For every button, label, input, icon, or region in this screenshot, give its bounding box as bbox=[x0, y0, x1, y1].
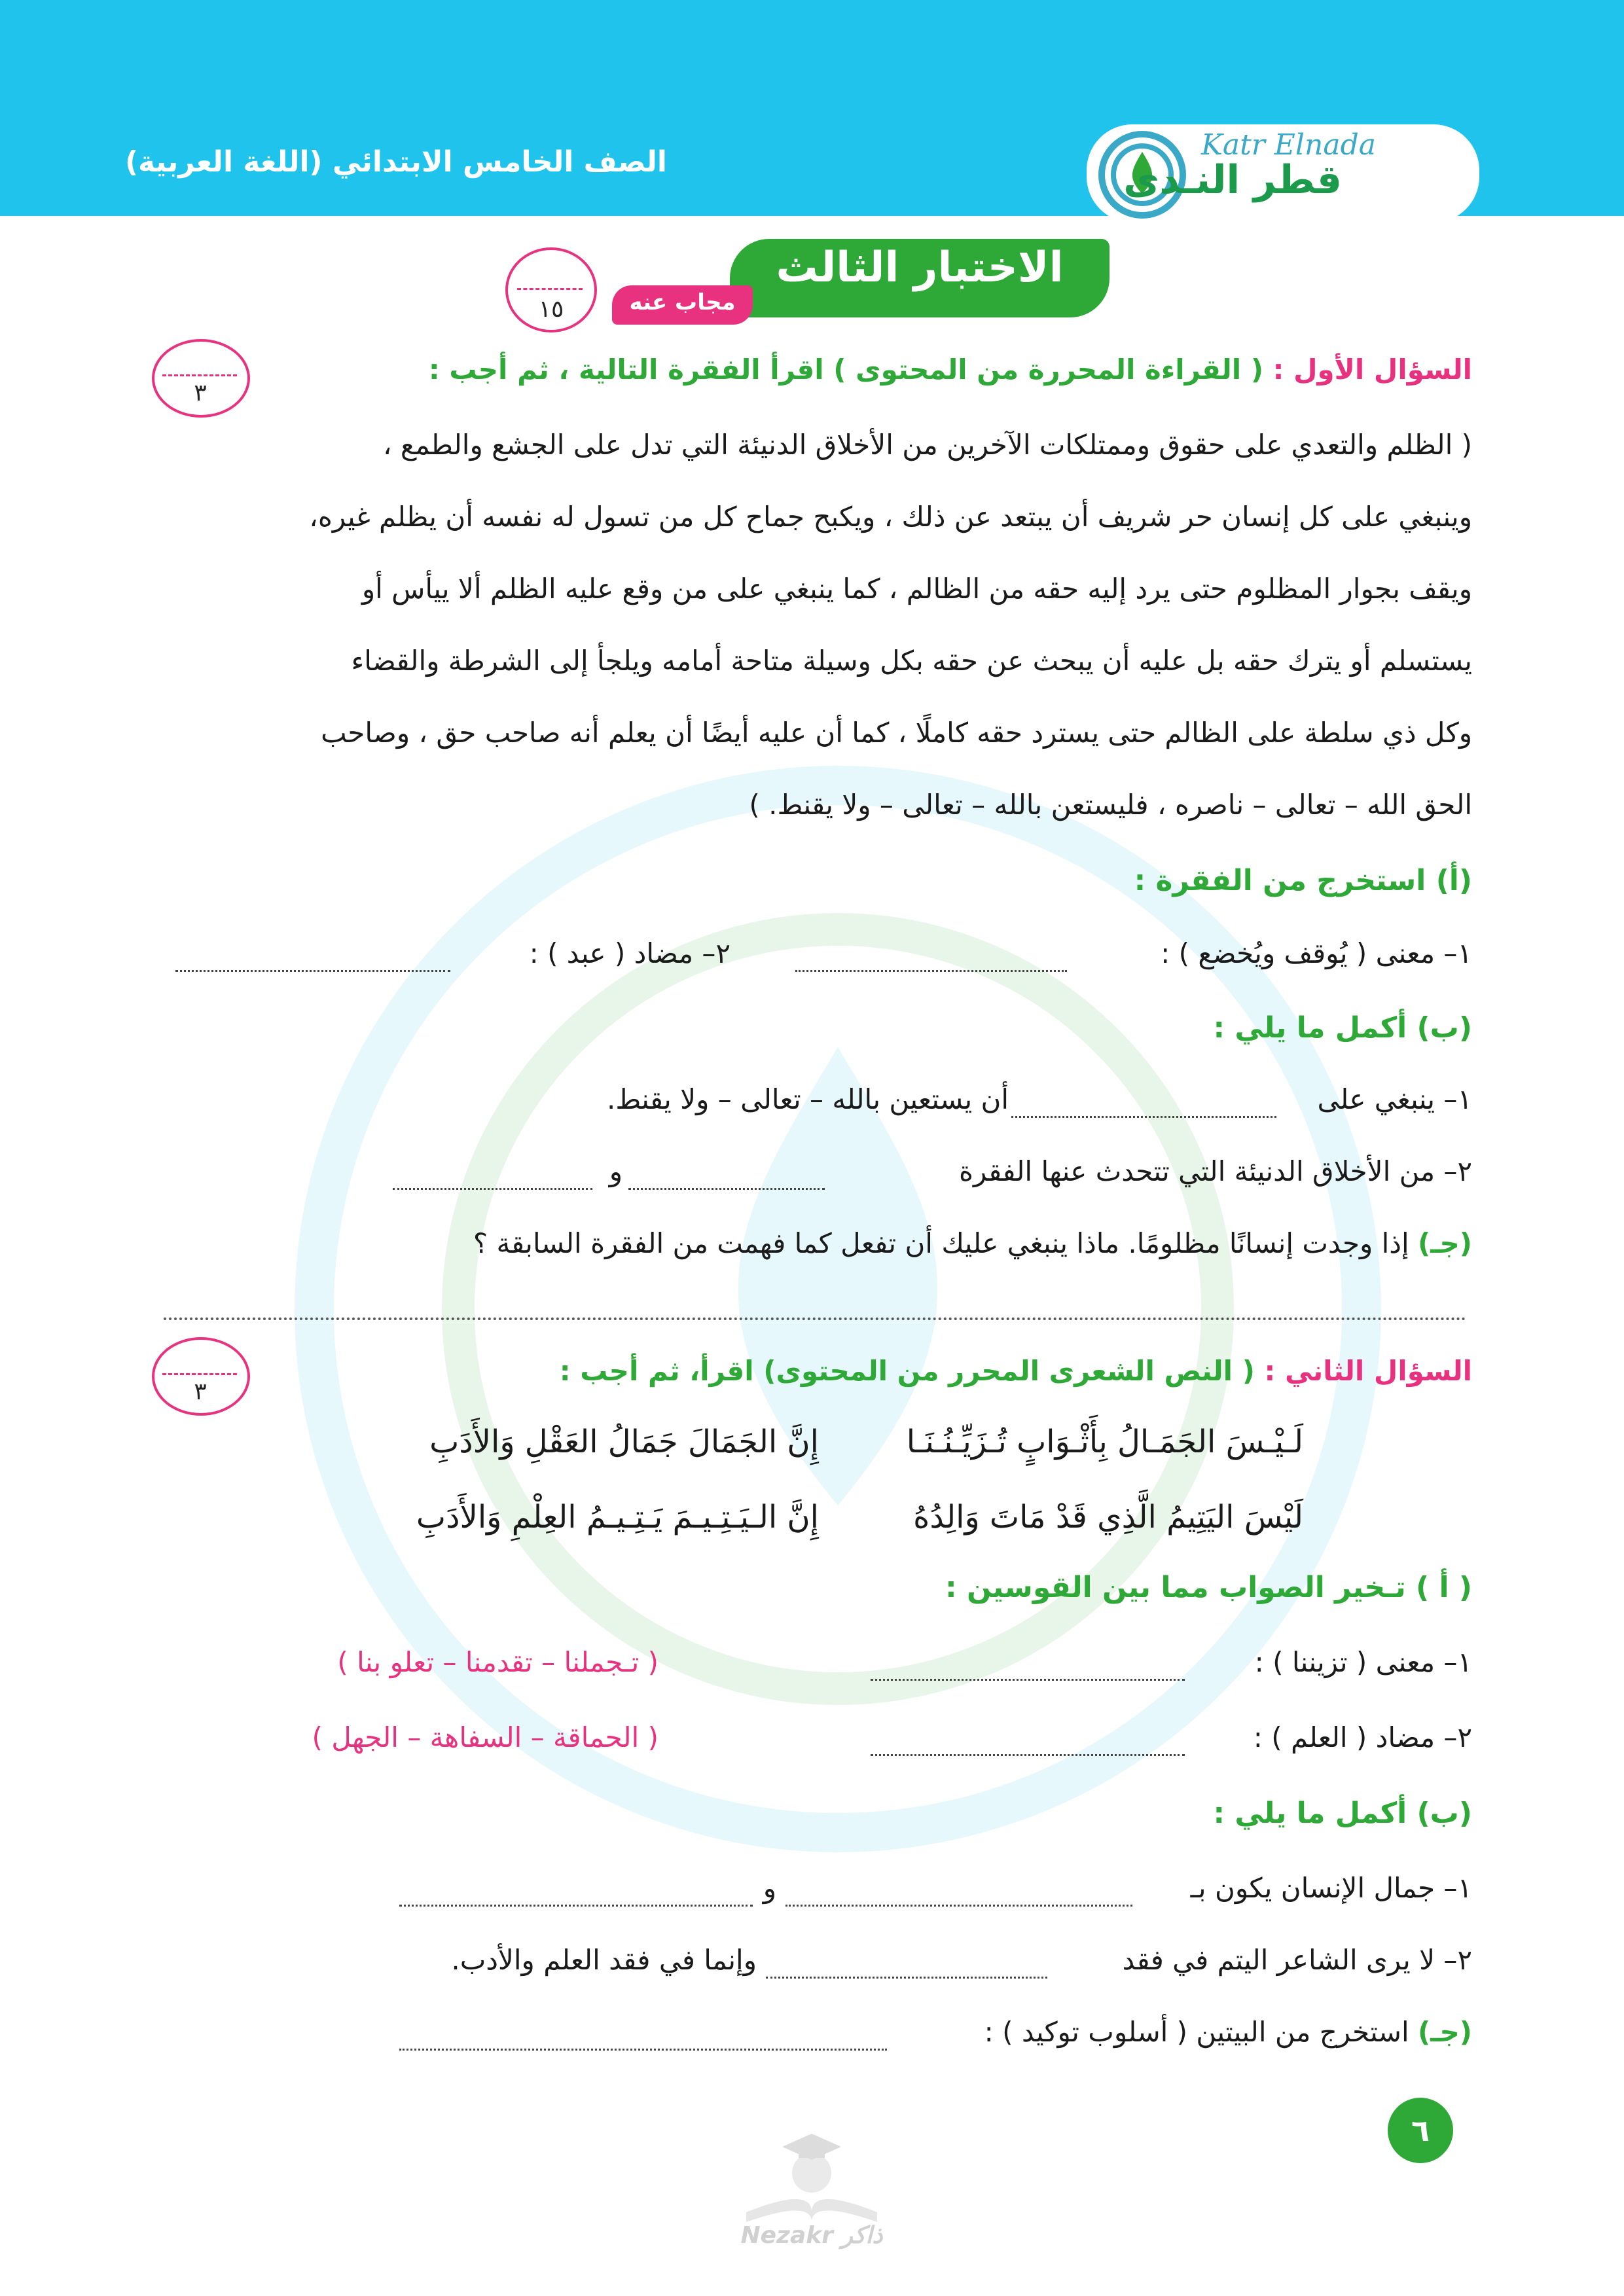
q2-score: ٣ bbox=[194, 1378, 207, 1405]
q2-a2-options: ( الحماقة – السفاهة – الجهل ) bbox=[312, 1721, 659, 1753]
q1-part-b-heading: (ب) أكمل ما يلي : bbox=[1213, 1011, 1472, 1045]
q2-a1-options: ( تـجملنا – تقدمنا – تعلو بنا ) bbox=[337, 1646, 659, 1678]
q1-b1-end: أن يستعين بالله – تعالى – ولا يقنط. bbox=[606, 1083, 1009, 1115]
score-divider bbox=[162, 374, 237, 376]
logo-text-en: Katr Elnada bbox=[1201, 128, 1376, 162]
poem-verse-left: إِنَّ الـيَـتِـيـمَ يَـتِـيـمُ العِلْمِ وَالأَدَبِ bbox=[416, 1499, 819, 1535]
q2-part-c bbox=[984, 2016, 1472, 2048]
q1-b2-start: ٢– من الأخلاق الدنيئة التي تتحدث عنها الفقرة bbox=[958, 1155, 1472, 1187]
q2-b1-prompt: ١– جمال الإنسان يكون بـ bbox=[1190, 1872, 1472, 1904]
q2-part-b-heading: (ب) أكمل ما يلي : bbox=[1213, 1797, 1472, 1830]
footer-brand: Nezakr ذاكر bbox=[740, 2222, 883, 2249]
paragraph-line: وينبغي على كل إنسان حر شريف أن يبتعد عن ذلك ، ويكبح جماح كل من تسول له نفسه أن يظلم غيره، bbox=[309, 501, 1472, 533]
poem-verse-left: إِنَّ الجَمَالَ جَمَالُ العَقْلِ وَالأَدَبِ bbox=[429, 1424, 819, 1460]
solved-badge-label: مجاب عنه bbox=[629, 289, 736, 315]
q1-part-c-question: إذا وجدت إنسانًا مظلومًا. ماذا ينبغي عليك أن تفعل كما فهمت من الفقرة السابقة ؟ bbox=[473, 1227, 1409, 1259]
q1-part-c-label: (جـ) bbox=[1417, 1227, 1472, 1259]
q2-b2-answer-blank[interactable] bbox=[766, 1977, 1047, 1979]
q2-part-c-answer-blank[interactable] bbox=[399, 2049, 887, 2051]
q2-a1-answer-blank[interactable] bbox=[871, 1679, 1185, 1681]
q1-score: ٣ bbox=[194, 380, 207, 406]
score-divider bbox=[517, 288, 583, 290]
q1-a2-answer-blank[interactable] bbox=[175, 970, 450, 972]
q2-b1-and: و bbox=[763, 1872, 776, 1904]
q2-label: السؤال الثاني : bbox=[1264, 1355, 1472, 1387]
exam-title: الاختبار الثالث bbox=[776, 243, 1064, 292]
q2-part-c-question: استخرج من البيتين ( أسلوب توكيد ) : bbox=[984, 2016, 1409, 2048]
q1-a1-prompt: ١– معنى ( يُوقف ويُخضع ) : bbox=[1161, 937, 1472, 969]
total-score: ١٥ bbox=[538, 296, 564, 323]
q1-label: السؤال الأول : bbox=[1272, 353, 1472, 386]
q2-heading-text: ( النص الشعرى المحرر من المحتوى) اقرأ، ثم أجب : bbox=[559, 1355, 1255, 1387]
q1-a1-answer-blank[interactable] bbox=[795, 970, 1067, 972]
q2-part-c-label: (جـ) bbox=[1417, 2016, 1472, 2048]
paragraph-line: ( الظلم والتعدي على حقوق وممتلكات الآخرين من الأخلاق الدنيئة التي تدل على الجشع والطمع ، bbox=[382, 429, 1472, 461]
q1-part-a-heading: (أ) استخرج من الفقرة : bbox=[1134, 864, 1472, 897]
q1-a2-prompt: ٢– مضاد ( عبد ) : bbox=[529, 937, 731, 969]
graduate-book-icon bbox=[720, 2114, 903, 2225]
q2-b2-start: ٢– لا يرى الشاعر اليتم في فقد bbox=[1122, 1944, 1472, 1976]
paragraph-line: وكل ذي سلطة على الظالم حتى يسترد حقه كاملًا ، كما أن عليه أيضًا أن يعلم أنه صاحب حق ، وصاحب bbox=[321, 717, 1472, 749]
poem-verse-right: لَيْسَ اليَتِيمُ الَّذِي قَدْ مَاتَ وَالِدُهُ bbox=[913, 1499, 1303, 1535]
q2-b2-end: وإنما في فقد العلم والأدب. bbox=[451, 1944, 757, 1976]
page-title: الصف الخامس الابتدائي (اللغة العربية) bbox=[124, 145, 667, 179]
q1-b1-answer-blank[interactable] bbox=[1011, 1116, 1276, 1118]
q2-heading bbox=[560, 1355, 1472, 1387]
q1-b1-start: ١– ينبغي على bbox=[1317, 1083, 1472, 1115]
paragraph-line: يستسلم أو يترك حقه بل عليه أن يبحث عن حقه بكل وسيلة متاحة أمامه ويلجأ إلى الشرطة والقضاء bbox=[351, 645, 1472, 677]
q1-heading bbox=[429, 353, 1472, 386]
poem-verse-right: لَـيْـسَ الجَمَـالُ بِأَثْـوَابٍ تُـزَيِّـنُـنَـا bbox=[906, 1424, 1303, 1460]
q2-b1-answer-blank-1[interactable] bbox=[785, 1905, 1132, 1907]
q1-b2-answer-blank-2[interactable] bbox=[393, 1188, 592, 1190]
page-number: ٦ bbox=[1411, 2113, 1430, 2148]
logo-text-ar: قطر النـدى bbox=[1123, 157, 1342, 203]
q2-b1-answer-blank-2[interactable] bbox=[399, 1905, 753, 1907]
q2-a2-answer-blank[interactable] bbox=[871, 1754, 1185, 1756]
q1-b2-answer-blank-1[interactable] bbox=[628, 1188, 825, 1190]
paragraph-line: ويقف بجوار المظلوم حتى يرد إليه حقه من الظالم ، كما ينبغي على من وقع عليه الظلم ألا ييأس أو bbox=[361, 573, 1472, 605]
q1-heading-text: ( القراءة المحررة من المحتوى ) اقرأ الفقرة التالية ، ثم أجب : bbox=[428, 353, 1264, 386]
paragraph-line: الحق الله – تعالى – ناصره ، فليستعن بالله – تعالى – ولا يقنط. ) bbox=[749, 789, 1472, 821]
score-divider bbox=[162, 1373, 237, 1375]
q1-b2-and: و bbox=[609, 1155, 623, 1187]
q2-a2-prompt: ٢– مضاد ( العلم ) : bbox=[1253, 1721, 1472, 1753]
q2-part-a-heading: ( أ ) تـخير الصواب مما بين القوسين : bbox=[945, 1571, 1472, 1604]
q1-part-c bbox=[473, 1227, 1472, 1259]
q2-a1-prompt: ١– معنى ( تزيننا ) : bbox=[1254, 1646, 1472, 1678]
section-divider bbox=[164, 1318, 1466, 1320]
